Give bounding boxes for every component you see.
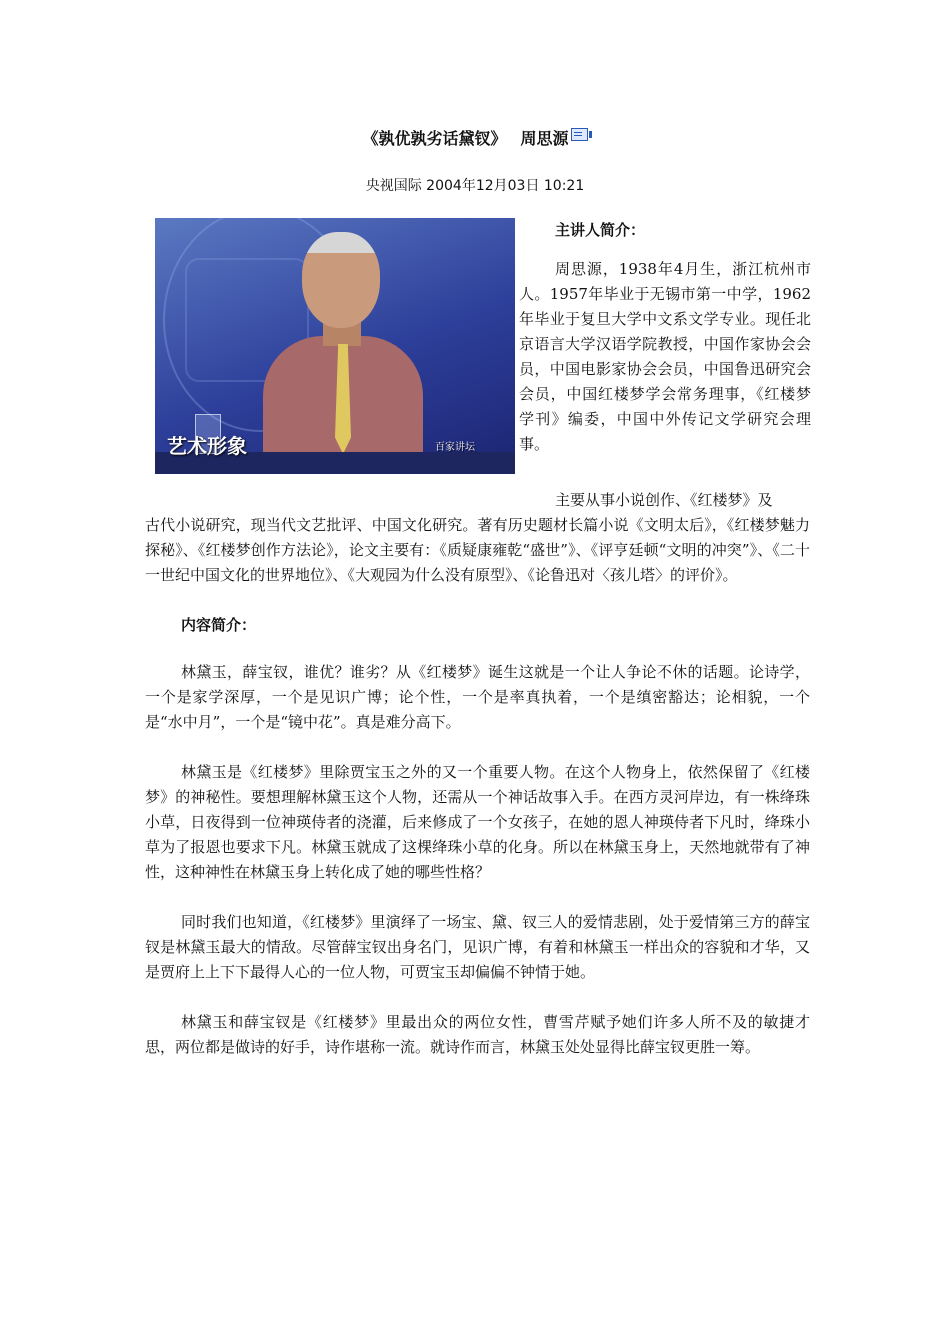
research-line-first: 主要从事小说创作、《红楼梦》及 xyxy=(555,491,773,509)
article-title xyxy=(0,126,950,149)
video-icon[interactable] xyxy=(571,128,588,141)
date-line: 央视国际 2004年12月03日 10:21 xyxy=(365,178,585,194)
research-line-rest: 古代小说研究，现当代文艺批评、中国文化研究。著有历史题材长篇小说《文明太后》，《红楼梦魅力探秘》、《红楼梦创作方法论》，论文主要有：《质疑康雍乾“盛世”》、《评亨廷顿“文明的冲突”》、《二十一世纪中国文化的世界地位》、《大观园为什么没有原型》、《论鲁迅对〈孩儿塔〉的评价》。 xyxy=(145,516,810,584)
speaker-intro-paragraph: 周思源，1938年4月生，浙江杭州市人。1957年毕业于无锡市第一中学，1962年毕业于复旦大学中文系文学专业。现任北京语言大学汉语学院教授，中国作家协会会员，中国电影家协会会员，中国鲁迅研究会会员，中国红楼梦学会常务理事，《红楼梦学刊》编委，中国中外传记文学研究会理事。 xyxy=(519,260,811,453)
title-text: 《孰优孰劣话黛钗》 xyxy=(362,129,507,148)
content-paragraph: 同时我们也知道，《红楼梦》里演绎了一场宝、黛、钗三人的爱情悲剧，处于爱情第三方的薛宝钗是林黛玉最大的情敌。尽管薛宝钗出身名门，见识广博，有着和林黛玉一样出众的容貌和才华，又是贾府上上下下最得人心的一位人物，可贾宝玉却偏偏不钟情于她。 xyxy=(145,913,810,981)
speaker-head xyxy=(302,232,380,328)
content-paragraph: 林黛玉是《红楼梦》里除贾宝玉之外的又一个重要人物。在这个人物身上，依然保留了《红楼梦》的神秘性。要想理解林黛玉这个人物，还需从一个神话故事入手。在西方灵河岸边，有一株绛珠小草，日夜得到一位神瑛侍者的浇灌，后来修成了一个女孩子，在她的恩人神瑛侍者下凡时，绛珠小草为了报恩也要求下凡。林黛玉就成了这棵绛珠小草的化身。所以在林黛玉身上，天然地就带有了神性，这种神性在林黛玉身上转化成了她的哪些性格？ xyxy=(145,763,810,881)
speaker-name: 周思源 xyxy=(520,129,569,148)
speaker-photo xyxy=(155,218,515,474)
content-paragraph: 林黛玉和薛宝钗是《红楼梦》里最出众的两位女性，曹雪芹赋予她们许多人所不及的敏捷才思，两位都是做诗的好手，诗作堪称一流。就诗作而言，林黛玉处处显得比薛宝钗更胜一筹。 xyxy=(145,1013,810,1056)
article-body xyxy=(145,488,810,1085)
speaker-intro xyxy=(519,218,811,457)
photo-caption-right: 百家讲坛 xyxy=(435,442,475,453)
content-heading: 内容简介： xyxy=(181,616,257,634)
content-paragraph: 林黛玉，薛宝钗，谁优？谁劣？从《红楼梦》诞生这就是一个让人争论不休的话题。论诗学，一个是家学深厚，一个是见识广博；论个性，一个是率真执着，一个是缜密豁达；论相貌，一个是“水中月”，一个是“镜中花”。真是难分高下。 xyxy=(145,663,810,731)
speaker-intro-heading: 主讲人简介： xyxy=(555,221,646,239)
photo-caption-left: 艺术形象 xyxy=(167,434,247,458)
